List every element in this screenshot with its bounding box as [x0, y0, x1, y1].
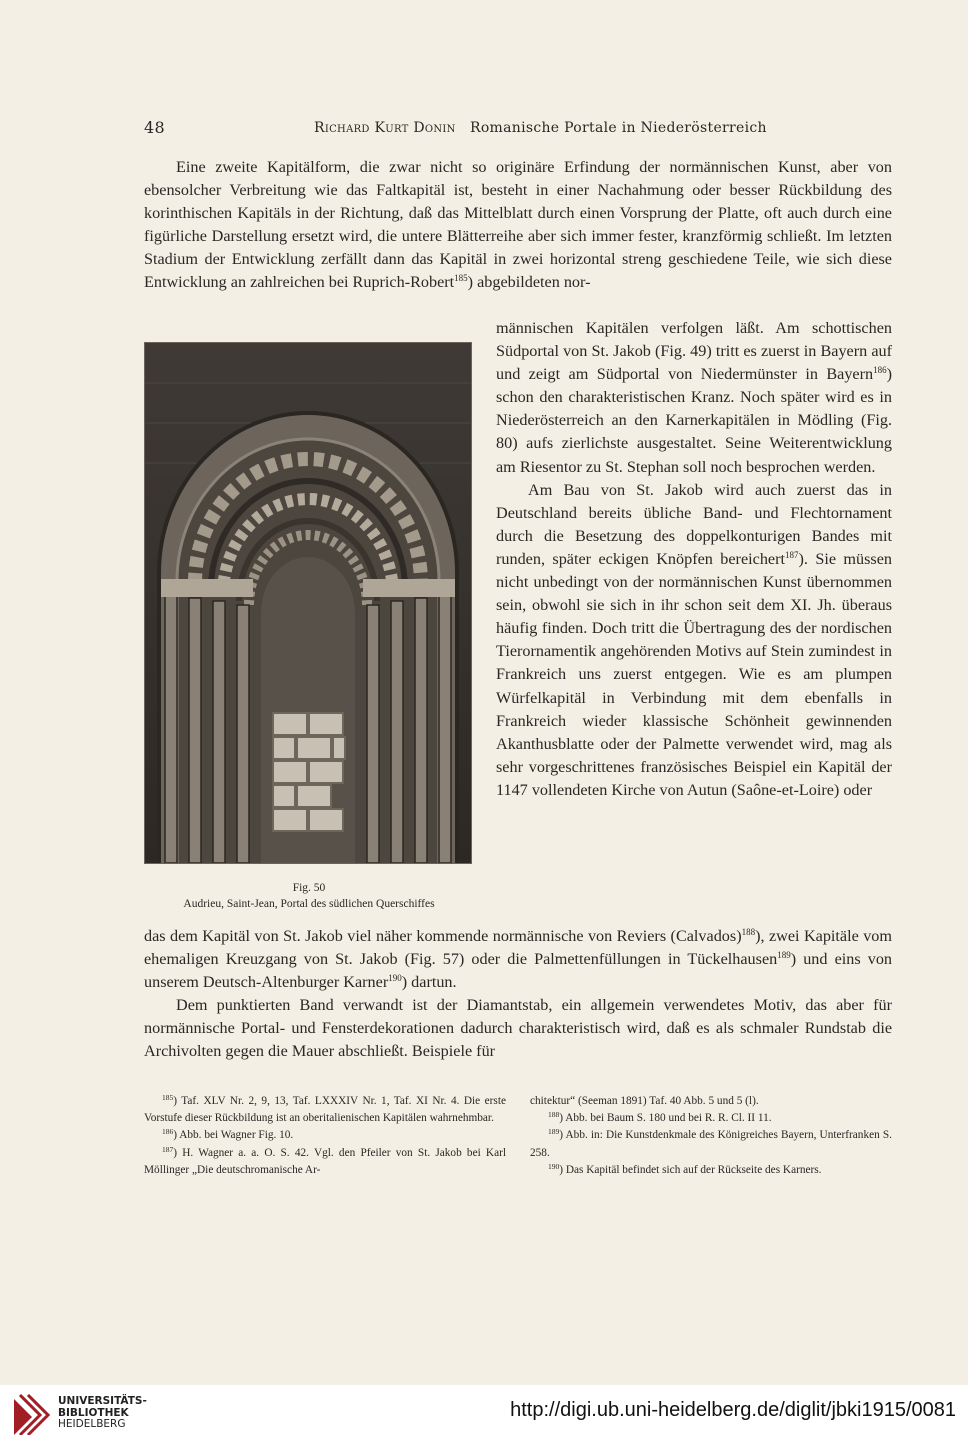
paragraph-3	[496, 479, 892, 802]
library-logo-icon[interactable]	[10, 1391, 54, 1435]
wrapped-text-column	[496, 317, 892, 802]
figure-50-photo	[144, 342, 472, 864]
paragraph-1-text: Eine zweite Kapitälform, die zwar nicht so originäre Erfindung der normännischen Kunst, aber von ebensolcher Verbreitung wie das Faltkapitäl ist, besteht in einer Nachahmung oder besser Rückbildung des korinthischen Kapitäls in der Richtung, daß das Mittelblatt durch einen Vorsprung der Platte, oft auch durch eine figürliche Darstellung ersetzt wird, die untere Blätterreihe aber sich immer fester, kranzförmig schließt. Im letzten Stadium der Entwicklung zerfällt dann das Kapitäl in zwei horizontal streng geschiedene Teile, wie sich diese Entwicklung an zahlreichen bei Ruprich-Robert	[144, 158, 892, 292]
library-footer	[0, 1385, 968, 1456]
footnote-186-text: ) Abb. bei Wagner Fig. 10.	[173, 1129, 294, 1142]
footnote-190-text: ) Das Kapitäl befindet sich auf der Rückseite des Karners.	[559, 1163, 822, 1176]
paragraph-3-text-b: ). Sie müssen nicht unbedingt von der normännischen Kunst übernommen sein, obwohl sie sich in ihr schon seit dem XI. Jh. überaus häufig finden. Doch tritt die Übertragung des der nordischen Tierornamentik angehörenden Motivs auf Stein zumindest in Frankreich uns zuerst entgegen. Wie es am plumpen Würfelkapitäl in Verbindung mit dem ebenfalls in Frankreich wieder klassische Schönheit gewinnenden Akanthusblatte oder der Palmette verwendet wird, mag als sehr vorgeschrittenes französisches Beispiel ein Kapitäl der 1147 vollendeten Kirche von Autun (Saône-et-Loire) oder	[496, 549, 892, 799]
footnotes-right-column	[530, 1093, 892, 1179]
footnote-186-number: 186	[162, 1127, 174, 1137]
figure-caption	[144, 880, 474, 912]
permalink-url[interactable]: http://digi.ub.uni-heidelberg.de/diglit/jbki1915/0081	[510, 1399, 956, 1421]
footnote-ref-187[interactable]: 187	[784, 549, 799, 560]
paragraph-3c-text-a: das dem Kapitäl von St. Jakob viel näher kommende normännische von Reviers (Calvados)	[144, 927, 742, 945]
running-book-title: Romanische Portale in Niederösterreich	[469, 120, 767, 136]
footnotes-left-column	[144, 1093, 506, 1179]
footnote-187-continued: chitektur“ (Seeman 1891) Taf. 40 Abb. 5 und 5 (l).	[530, 1095, 759, 1107]
footnote-189	[530, 1127, 892, 1161]
footnote-185-number: 185	[162, 1093, 174, 1102]
footnote-ref-189[interactable]: 189	[777, 950, 791, 961]
footnote-185	[144, 1093, 506, 1127]
paragraph-2	[496, 317, 892, 479]
footnote-187	[144, 1145, 506, 1179]
logo-line-1: UNIVERSITÄTS-	[58, 1395, 147, 1407]
footnote-188	[530, 1110, 892, 1127]
footnote-186	[144, 1127, 506, 1144]
footnote-ref-188[interactable]: 188	[741, 927, 756, 937]
paragraph-4: Dem punktierten Band verwandt ist der Diamantstab, ein allgemein verwendetes Motiv, das aber für normännische Portal- und Fensterdekorationen dadurch charakteristisch wird, daß es als schmaler Rundstab die Archivolten gegen die Mauer abschließt. Beispiele für	[144, 996, 892, 1061]
paragraph-1-tail: ) abgebildeten nor-	[467, 273, 591, 292]
paragraph-2-text-b: ) schon den charakteristischen Kranz. Noch später wird es in Niederösterreich an den Karnerkapitälen in Mödling (Fig. 80) aufs zierlichste ausgestaltet. Seine Weiterentwicklung am Riesentor zu St. Stephan soll noch besprochen werden.	[496, 365, 892, 476]
footnote-187-text: ) H. Wagner a. a. O. S. 42. Vgl. den Pfeiler von St. Jakob bei Karl Möllinger „Die deutschromanische Ar-	[144, 1146, 506, 1176]
paragraph-3c-text-b: ), zwei Kapitäle vom ehemaligen Kreuzgang von St. Jakob (Fig. 57) oder die Palmettenfüllungen in Tückelhausen	[144, 927, 892, 969]
footnote-189-text: ) Abb. in: Die Kunstdenkmale des Königreiches Bayern, Unterfranken S. 258.	[530, 1129, 892, 1159]
paragraph-3-continued	[144, 925, 892, 994]
page-number: 48	[144, 118, 165, 137]
logo-line-2: BIBLIOTHEK	[58, 1406, 129, 1419]
lower-text	[144, 925, 892, 1064]
logo-line-3: HEIDELBERG	[58, 1418, 126, 1430]
footnote-188-number: 188	[548, 1110, 560, 1120]
figure-label: Fig. 50	[292, 882, 326, 894]
footnote-190-number: 190	[548, 1161, 560, 1171]
figure-caption-text: Audrieu, Saint-Jean, Portal des südlichen Querschiffes	[183, 898, 435, 910]
paragraph-1	[144, 156, 892, 295]
footnote-187-number: 187	[162, 1144, 174, 1154]
footnote-ref-186[interactable]: 186	[873, 365, 887, 376]
footnote-189-number: 189	[548, 1127, 560, 1137]
footnote-190	[530, 1162, 892, 1179]
paragraph-3-text-a: Am Bau von St. Jakob wird auch zuerst das in Deutschland bereits übliche Band- und Flechtornament durch die Besetzung des doppelkonturigen Bandes mit runden, später eckigen Knöpfen bereichert	[496, 480, 892, 568]
footnote-ref-185[interactable]: 185	[454, 273, 468, 284]
footnote-ref-190[interactable]: 190	[388, 973, 402, 984]
library-logo-text	[58, 1396, 147, 1431]
portal-photo-illustration	[145, 343, 471, 863]
footnote-188-text: ) Abb. bei Baum S. 180 und bei R. R. Cl. II 11.	[559, 1112, 772, 1125]
paragraph-3c-text-c: ) und eins von unserem Deutsch-Altenburger Karner	[144, 950, 893, 992]
paragraph-3c-text-d: ) dartun.	[401, 973, 457, 992]
running-title	[314, 120, 767, 136]
footnote-185-text: ) Taf. XLV Nr. 2, 9, 13, Taf. LXXXIV Nr. 1, Taf. XI Nr. 4. Die erste Vorstufe dieser Rückbildung ist an oberitalienischen Kapitälen wahrnehmbar.	[144, 1095, 506, 1125]
paragraph-2-text-a: männischen Kapitälen verfolgen läßt. Am schottischen Südportal von St. Jakob (Fig. 49) tritt es zuerst in Bayern auf und zeigt am Südportal von Niedermünster in Bayern	[496, 319, 892, 384]
running-author: Richard Kurt Donin	[314, 120, 456, 136]
